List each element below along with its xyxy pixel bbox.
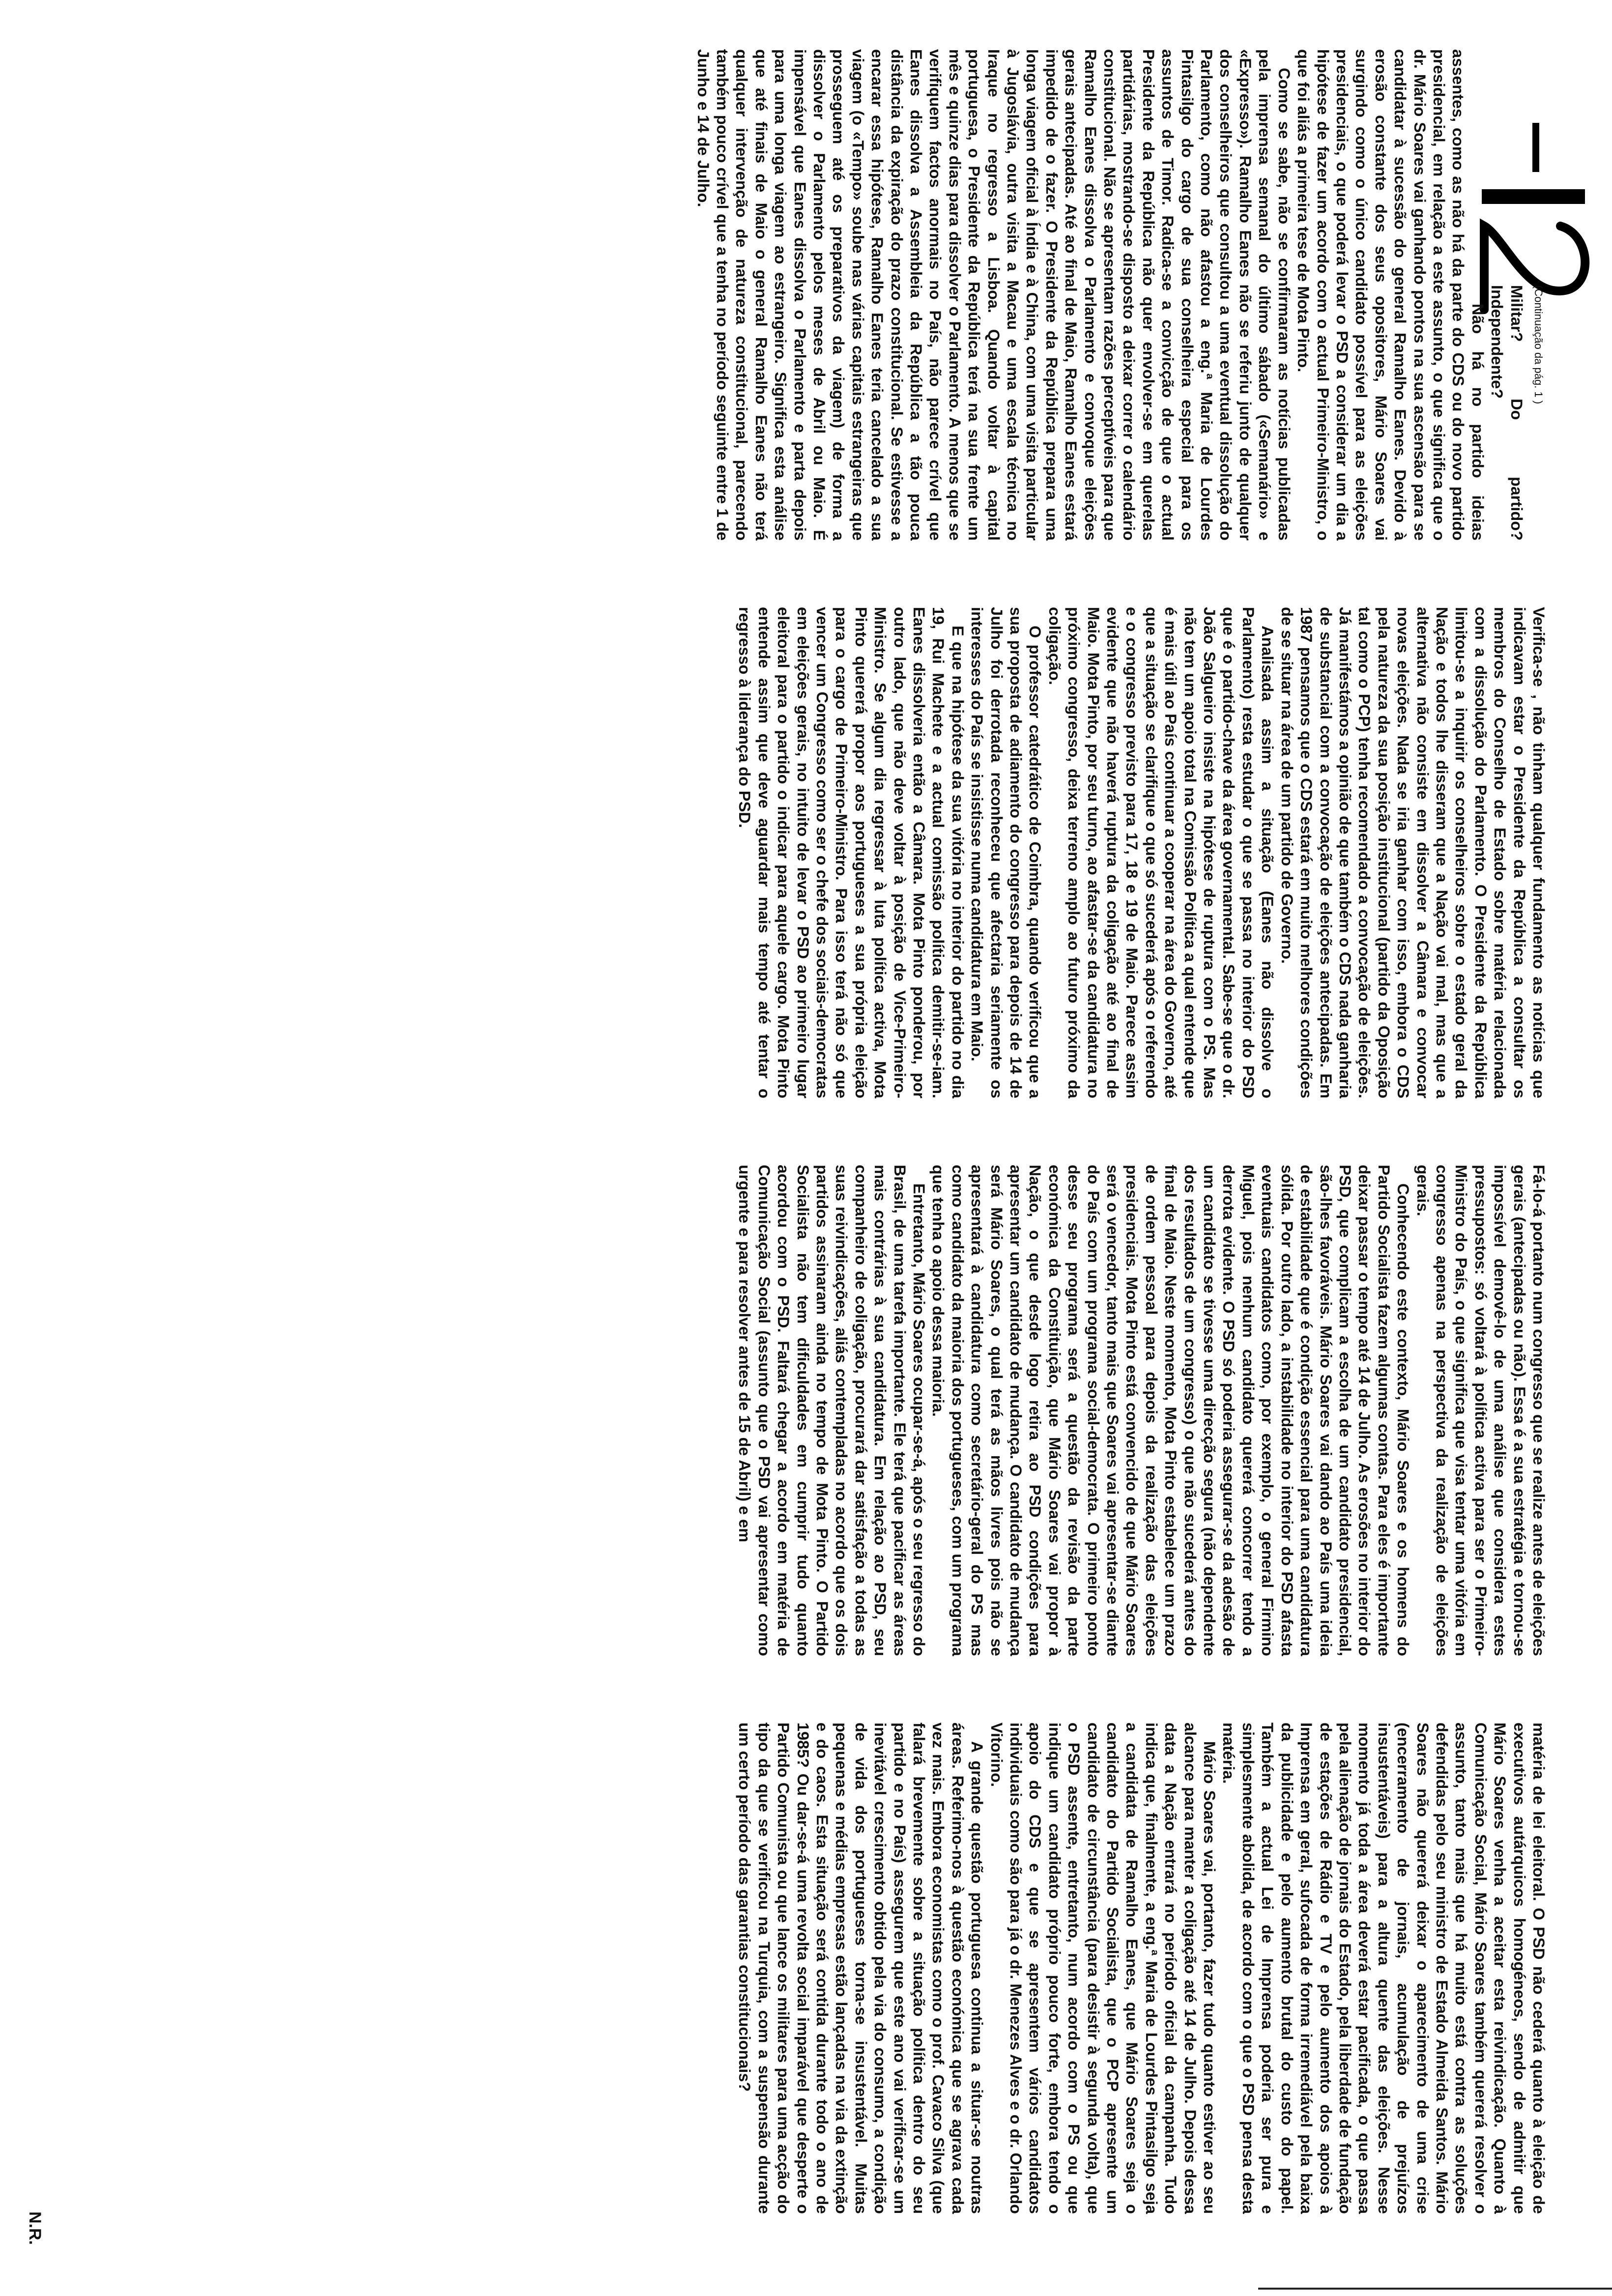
article-paragraph: E que na hipótese da sua vitória no interior do partido no dia 19, Rui Machete e a actual comissão política demitir-se-iam. Eanes dissolveria então a Câmara. Mota Pinto ponderou, por outro lado, que não deve voltar à posição de Vice-Primeiro-Ministro. Se algum dia regressar à luta política activa, Mota Pinto quererá propor aos portugueses a sua própria eleição para o cargo de Primeiro-Ministro. Para isso terá não só que vencer um Congresso como ser o chefe dos sociais-democratas em eleições gerais, no intuito de levar o PSD ao primeiro lugar eleitoral para o partido o indicar para aquele cargo. Mota Pinto entende assim que deve aguardar mais tempo até tentar o regresso à liderança do PSD. [736,607,967,1098]
article-paragraph: Mário Soares vai, portanto, fazer tudo quanto estiver ao seu alcance para manter a coligação até 14 de Julho. Depois dessa data a Nação entrará no período oficial da campanha. Tudo indica que, finalmente, a eng.ª Maria de Lourdes Pintasilgo seja a candidata de Ramalho Eanes, que Mário Soares seja o candidato do Partido Socialista, que o PCP apresente um candidato de circunstância (para desistir à segunda volta), que o PSD assente, entretanto, num acordo com o PS ou que indique um candidato próprio pouco forte, embora tendo o apoio do CDS e que se apresentem vários candidatos individuais como são para já o dr. Menezes Alves e o dr. Orlando Vitorino. [987,1722,1219,2214]
article-paragraph: Como se sabe, não se confirmaram as notícias publicadas pela imprensa semanal do último sábado («Semanário» e «Expresso»). Ramalho Eanes não se referiu junto de qualquer dos conselheiros que consultou a uma eventual dissolução do Parlamento, como não afastou a eng.ª Maria de Lourdes Pintasilgo do cargo de sua conselheira especial para os assuntos de Timor. Radica-se a convicção de que o actual Presidente da República não quer envolver-se em querelas partidárias, mostrando-se disposto a deixar correr o calendário constitucional. Não se apresentam razões perceptíveis para que Ramalho Eanes dissolva o Parlamento e convoque eleições gerais antecipadas. Até ao final de Maio, Ramalho Eanes estará impedido de o fazer. O Presidente da República prepara uma longa viagem oficial à Índia e à China, com uma visita particular à Jugoslávia, outra visita a Macau e uma escala técnica no Iraque no regresso a Lisboa. Quando voltar à capital portuguesa, o Presidente da República terá na sua frente um mês e quinze dias para dissolver o Parlamento. A menos que se verifiquem factos anormais no País, não parece crível que Eanes dissolva a Assembleia da República a tão pouca distância da expiração do prazo constitucional. Se estivesse a encarar essa hipótese, Ramalho Eanes teria cancelado a sua viagem (o «Tempo» soube nas várias capitais estrangeiras que prosseguem até os preparativos da viagem) de forma a dissolver o Parlamento pelos meses de Abril ou Maio. É impensável que Eanes dissolva o Parlamento e parta depois para uma longa viagem ao estrangeiro. Significa esta análise que até finais de Maio o general Ramalho Eanes não terá qualquer intervenção de natureza constitucional, parecendo também pouco crível que a tenha no período seguinte entre 1 de Junho e 14 de Julho. [694,49,1293,541]
column-paragraphs [735,607,1548,1098]
column-paragraphs [735,1165,1548,1656]
continuation-label: (Continuação da pág. 1 ) [1532,285,1545,404]
column-paragraphs [693,49,1526,541]
article-paragraph: Não há no partido ideias assentes, como as não há da parte do CDS ou do novo partido presidencial, em relação a este assunto, o que significa que o dr. Mário Soares vai ganhando pontos na sua ascensão para se candidatar à sucessão do general Ramalho Eanes. Devido à erosão constante dos seus opositores, Mário Soares vai surgindo como o único candidato possível para as eleições presidenciais, o que poderá levar o PSD a considerar um dia a hipótese de fazer um acordo com o actual Primeiro-Ministro, o que foi aliás a primeira tese de Mota Pinto. [1295,49,1487,541]
article-column-3 [735,1165,1548,1656]
article-paragraph: matéria de lei eleitoral. O PSD não cederá quanto à eleição de executivos autárquicos homogéneos, sendo de admitir que Mário Soares venha a aceitar esta reivindicação. Quanto à Comunicação Social, Mário Soares também quererá resolver o assunto, tanto mais que há muito está contra as soluções defendidas pelo seu ministro de Estado Almeida Santos. Mário Soares não quererá deixar o aparecimento de uma crise (encerramento de jornais, acumulação de prejuízos insustentáveis) para a altura quente das eleições. Nesse momento já toda a área deverá estar pacificada, o que passa pela alienação de jornais do Estado, pela liberdade de fundação de estações de Rádio e TV e pelo aumento dos apoios à Imprensa em geral, sufocada de forma irremediável pela baixa da publicidade e pelo aumento brutal do custo do papel. Também a actual Lei de Imprensa poderia ser pura e simplesmente abolida, de acordo com o que o PSD pensa desta matéria. [1220,1722,1548,2214]
article-column-2 [735,607,1548,1098]
author-signature: N.R. [26,2211,44,2245]
article-paragraph: Verifica-se , não tinham qualquer fundamento as notícias que indicavam estar o Presidente da República a consultar os membros do Conselho de Estado sobre matéria relacionada com a dissolução do Parlamento. O Presidente da República limitou-se a inquirir os conselheiros sobre o estado geral da Nação e todos lhe disseram que a Nação vai mal, mas que a alternativa não consiste em dissolver a Câmara e convocar novas eleições. Nada se iria ganhar com isso, embora o CDS pela natureza da sua posição institucional (partido da Oposição tal como o PCP) tenha recomendado a convocação de eleições. Já manifestámos a opinião de que também o CDS nada ganharia de substancial com a convocação de eleições antecipadas. Em 1987 pensamos que o CDS estará em muito melhores condições de se situar na área de um partido de Governo. [1278,607,1548,1098]
article-paragraph: A grande questão portuguesa continua a situar-se noutras áreas. Referimo-nos à questão económica que se agrava cada vez mais. Embora economistas como o prof. Cavaco Silva (que falará brevemente sobre a situação política dentro do seu partido e no País) assegurem que este ano vai verificar-se um inevitável crescimento obtido pela via do consumo, a condição de vida dos portugueses torna-se insustentável. Muitas pequenas e médias empresas estão lançadas na via da extinção e do caos. Esta situação será contida durante todo o ano de 1985? Ou dar-se-á uma revolta social imparável que desperte o Partido Comunista ou que lance os militares para uma acção do tipo da que se verificou na Turquia, com a suspensão durante um certo período das garantias constitucionais? [736,1722,986,2214]
scan-edge-line [1258,2288,1612,2290]
article-paragraph: Entretanto, Mário Soares ocupar-se-á, após o seu regresso do Brasil, de uma tarefa importante. Ele terá que pacificar as áreas mais contrárias à sua candidatura. Em relação ao PSD, seu companheiro de coligação, procurará dar satisfação a todas as suas reivindicações, aliás contempladas no acordo que os dois partidos assinaram ainda no tempo de Mota Pinto. O Partido Socialista não tem dificuldades em cumprir tudo quanto acordou com o PSD. Faltará chegar a acordo em matéria de Comunicação Social (assunto que o PSD vai apresentar como urgente e para resolver antes de 15 de Abril) e em [736,1165,928,1656]
article-paragraph: Analisada assim a situação (Eanes não dissolve o Parlamento) resta estudar o que se passa no interior do PSD que é o partido-chave da área governamental. Sabe-se que o dr. João Salgueiro insiste na hipótese de ruptura com o PS. Mas não tem um apoio total na Comissão Política a qual entende que é mais útil ao País continuar a cooperar na área do Governo, até que a situação se clarifique o que só sucederá após o referendo e o congresso previsto para 17, 18 e 19 de Maio. Parece assim evidente que não haverá ruptura da coligação até ao final de Maio. Mota Pinto, por seu turno, ao afastar-se da candidatura no próximo congresso, deixa terreno amplo ao futuro próximo da coligação. [1045,607,1277,1098]
article-paragraph: Conhecendo este contexto, Mário Soares e os homens do Partido Socialista fazem algumas contas. Para eles é importante deixar passar o tempo até 14 de Julho. As erosões no interior do PSD, que complicam a escolha de um candidato presidencial, são-lhes favoráveis. Mário Soares vai dando ao País uma ideia de estabilidade que é condição essencial para uma candidatura sólida. Por outro lado, a instabilidade no interior do PSD afasta eventuais candidatos como, por exemplo, o general Firmino Miguel, pois nenhum candidato quererá concorrer tendo a derrota evidente. O PSD só poderia assegurar-se da adesão de um candidato se tivesse uma direcção segura (não dependente dos resultados de um congresso) o que não sucederá antes do final de Maio. Neste momento, Mota Pinto estabelece um prazo de ordem pessoal para depois da realização das eleições presidenciais. Mota Pinto está convencido de que Mário Soares será o vencedor, tanto mais que Soares vai apresentar-se diante do País com um programa social-democrata. O primeiro ponto desse seu programa será a questão da revisão da parte económica da Constituição, que Mário Soares vai propor à Nação, o que desde logo retira ao PSD condições para apresentar um candidato de mudança. O candidato de mudança será Mário Soares, o qual terá as mãos livres pois não se apresentará à candidatura como secretário-geral do PS mas como candidato da maioria dos portugueses, com um programa que tenha o apoio dessa maioria. [929,1165,1412,1656]
article-paragraph: Fá-lo-á portanto num congresso que se realize antes de eleições gerais (antecipadas ou não). Essa é a sua estratégia e tornou-se impossível demovê-lo de uma análise que considera estes pressupostos: só voltará à política activa para ser o Primeiro-Ministro do País, o que significa que visa tentar uma vitória em congresso apenas na perspectiva da realização de eleições gerais. [1413,1165,1548,1656]
article-paragraph: O professor catedrático de Coimbra, quando verificou que a sua proposta de adiamento do congresso para depois de 14 de Julho foi derrotada reconheceu que afectaria seriamente os interesses do País se insistisse numa candidatura em Maio. [968,607,1044,1098]
column-paragraphs [735,1722,1548,2214]
article-column-1 [693,49,1548,541]
article-paragraph: Militar? Do partido? Independente? [1488,285,1526,541]
logo-space [1482,49,1548,285]
article-column-4 [735,1722,1548,2214]
